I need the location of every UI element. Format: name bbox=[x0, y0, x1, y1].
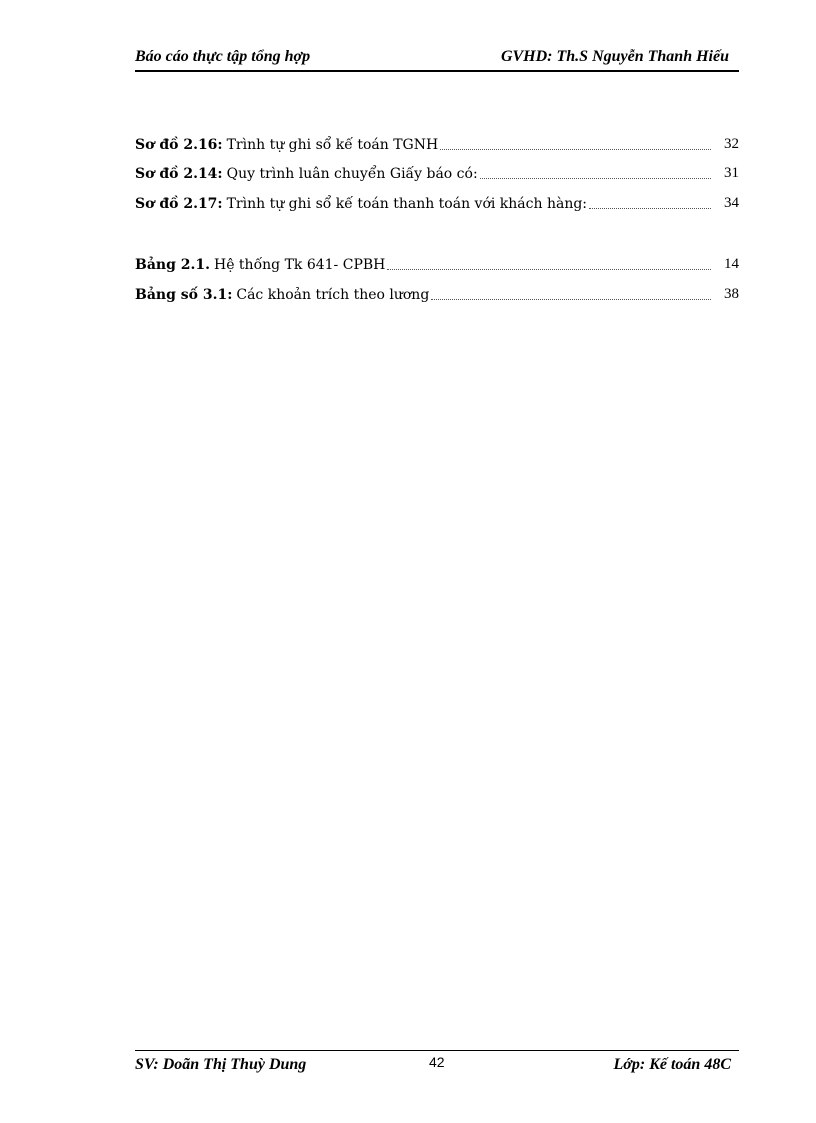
toc-entry-label: Sơ đồ 2.16: bbox=[135, 137, 223, 153]
toc-entry-label: Bảng 2.1. bbox=[135, 257, 210, 273]
toc-entry-page: 32 bbox=[724, 136, 739, 152]
footer-class-name: Lớp: Kế toán 48C bbox=[613, 1056, 731, 1073]
toc-entry[interactable] bbox=[135, 192, 739, 212]
header-supervisor: GVHD: Th.S Nguyễn Thanh Hiếu bbox=[500, 48, 729, 65]
footer-student-name: SV: Doãn Thị Thuỳ Dung bbox=[135, 1056, 307, 1073]
toc-entry-title: Hệ thống Tk 641- CPBH bbox=[213, 257, 386, 273]
toc-entry-title: Trình tự ghi sổ kế toán TGNH bbox=[226, 137, 439, 153]
toc-leader-dots bbox=[589, 190, 711, 209]
toc-entry-label: Sơ đồ 2.14: bbox=[135, 166, 223, 182]
footer-page-number: 42 bbox=[429, 1054, 445, 1070]
toc-entry-page: 34 bbox=[724, 195, 739, 211]
toc-entry[interactable] bbox=[135, 133, 739, 153]
toc-entry-page: 38 bbox=[724, 286, 739, 302]
header-divider bbox=[135, 70, 739, 72]
toc-entry-page: 31 bbox=[724, 165, 739, 181]
toc-entry-title: Quy trình luân chuyển Giấy báo có: bbox=[226, 166, 478, 182]
toc-leader-dots bbox=[480, 160, 711, 179]
toc-entry-title: Các khoản trích theo lương bbox=[236, 287, 430, 303]
toc-entry[interactable] bbox=[135, 162, 739, 182]
toc-entry[interactable] bbox=[135, 253, 739, 273]
toc-entry-page: 14 bbox=[724, 256, 739, 272]
toc-entry-label: Bảng số 3.1: bbox=[135, 287, 233, 303]
toc-leader-dots bbox=[440, 131, 711, 150]
toc-entry-title: Trình tự ghi sổ kế toán thanh toán với khách hàng: bbox=[226, 196, 588, 212]
footer-divider bbox=[135, 1050, 739, 1051]
header-report-title: Báo cáo thực tập tổng hợp bbox=[135, 48, 311, 65]
toc-leader-dots bbox=[387, 251, 711, 270]
page-header bbox=[135, 48, 739, 70]
toc-entry-label: Sơ đồ 2.17: bbox=[135, 196, 223, 212]
toc-entry[interactable] bbox=[135, 283, 739, 303]
page-footer bbox=[135, 1054, 739, 1076]
toc-leader-dots bbox=[431, 281, 711, 300]
